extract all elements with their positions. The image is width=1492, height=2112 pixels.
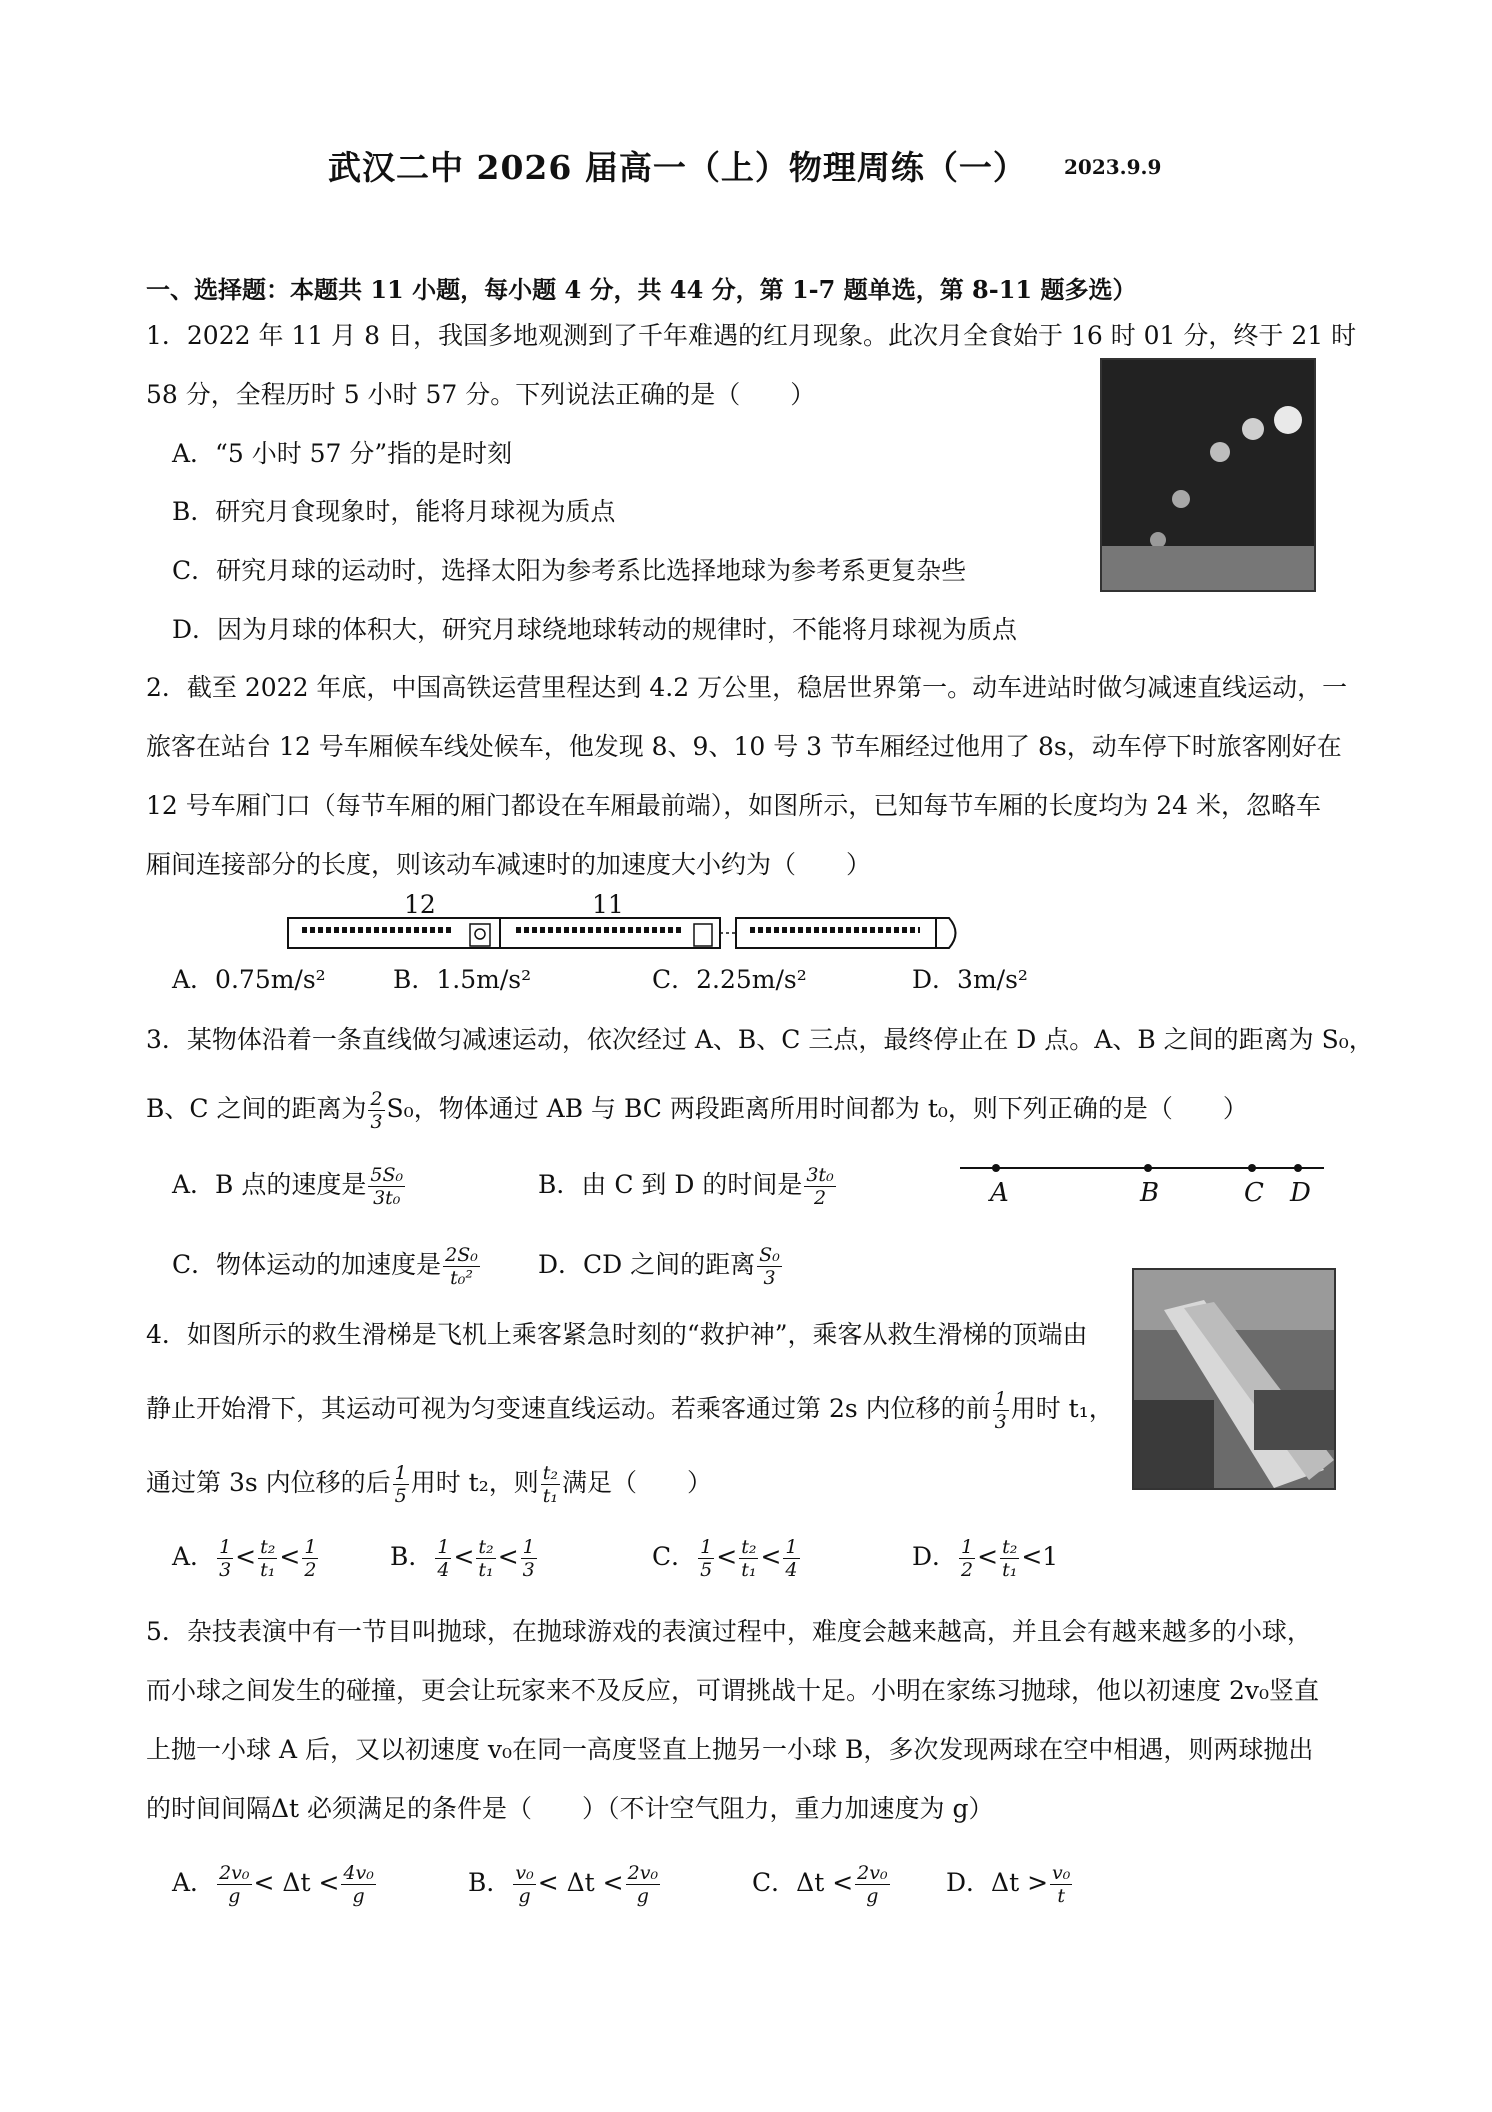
moon-icon xyxy=(1172,490,1190,508)
q4-option-d: D． $\frac{1}{2}$ < $\frac{\text{t₂}}{\text{t₁}}$ <1 xyxy=(912,1536,1059,1581)
point-a-label: A xyxy=(990,1178,1009,1208)
moon-icon xyxy=(1210,442,1230,462)
q1-line1: 1．2022 年 11 月 8 日，我国多地观测到了千年难遇的红月现象。此次月全食始于 16 时 01 分，终于 21 时 xyxy=(146,321,1357,350)
moon-icon xyxy=(1242,418,1264,440)
evacuation-slide-photo xyxy=(1132,1268,1336,1490)
q3-option-a: A．B 点的速度是 $\frac{\text{5S₀}}{\text{3t₀}}$ xyxy=(172,1164,404,1209)
q5-option-b: B． $\frac{\text{v₀}}{g}$ < Δt < $\frac{\text{2v₀}}{g}$ xyxy=(468,1862,659,1907)
q2-option-a: A．0.75m/s² xyxy=(172,965,326,994)
q5-line4: 的时间间隔Δt 必须满足的条件是（ ）（不计空气阻力，重力加速度为 g） xyxy=(146,1794,994,1823)
q5-line3: 上抛一小球 A 后，又以初速度 v₀在同一高度竖直上抛另一小球 B，多次发现两球在空中相遇，则两球抛出 xyxy=(146,1735,1314,1764)
q4-option-b: B． $\frac{1}{4}$ < $\frac{\text{t₂}}{\text{t₁}}$ < $\frac{1}{3}$ xyxy=(390,1536,535,1581)
q5-line1: 5．杂技表演中有一节目叫抛球，在抛球游戏的表演过程中，难度会越来越高，并且会有越来越多的小球， xyxy=(146,1617,1312,1646)
q3-line2-frac: $\frac{2}{3}$ xyxy=(370,1088,383,1133)
q5-option-d: D．Δt > $\frac{\text{v₀}}{t}$ xyxy=(946,1862,1071,1907)
q3-line2-pre: B、C 之间的距离为 xyxy=(146,1094,367,1123)
q2-line3: 12 号车厢门口（每节车厢的厢门都设在车厢最前端），如图所示，已知每节车厢的长度均为 24 米，忽略车 xyxy=(146,791,1321,820)
q4-option-c: C． $\frac{1}{5}$ < $\frac{\text{t₂}}{\text{t₁}}$ < $\frac{1}{4}$ xyxy=(652,1536,798,1581)
page-title: 武汉二中 2026 届高一（上）物理周练（一） xyxy=(328,148,1027,187)
q5-option-c: C．Δt < $\frac{\text{2v₀}}{g}$ xyxy=(752,1862,888,1907)
q5-option-a: A． $\frac{\text{2v₀}}{g}$ < Δt < $\frac{\text{4v₀}}{g}$ xyxy=(172,1862,374,1907)
horizon-clouds xyxy=(1102,546,1314,590)
q2-line4: 厢间连接部分的长度，则该动车减速时的加速度大小约为（ ） xyxy=(146,850,872,879)
q1-line2: 58 分，全程历时 5 小时 57 分。下列说法正确的是（ ） xyxy=(146,380,816,409)
q3-line2-post: S₀，物体通过 AB 与 BC 两段距离所用时间都为 t₀，则下列正确的是（ ） xyxy=(386,1094,1248,1123)
q4-option-a: A． $\frac{1}{3}$ < $\frac{\text{t₂}}{\text{t₁}}$ < $\frac{1}{2}$ xyxy=(172,1536,317,1581)
q5-line2: 而小球之间发生的碰撞，更会让玩家来不及反应，可谓挑战十足。小明在家练习抛球，他以初速度 2v₀竖直 xyxy=(146,1676,1320,1705)
point-d-label: D xyxy=(1290,1178,1311,1208)
point-c-label: C xyxy=(1244,1178,1264,1208)
q4-line3: 通过第 3s 内位移的后 $\frac{1}{5}$ 用时 t₂，则 $\frac{\text{t₂}}{\text{t₁}}$ 满足（ ） xyxy=(146,1462,713,1507)
q2-line2: 旅客在站台 12 号车厢候车线处候车，他发现 8、9、10 号 3 节车厢经过他用了 8s，动车停下时旅客刚好在 xyxy=(146,732,1342,761)
train-label-12: 12 xyxy=(404,890,436,919)
q1-option-c: C．研究月球的运动时，选择太阳为参考系比选择地球为参考系更复杂些 xyxy=(172,556,967,585)
point-b-label: B xyxy=(1140,1178,1160,1208)
q2-option-c: C．2.25m/s² xyxy=(652,965,807,994)
abcd-line-diagram xyxy=(958,1160,1328,1220)
q3-line1: 3．某物体沿着一条直线做匀减速运动，依次经过 A、B、C 三点，最终停止在 D 点。A、B 之间的距离为 S₀， xyxy=(146,1025,1374,1054)
moon-icon xyxy=(1274,406,1302,434)
train-diagram xyxy=(284,888,964,956)
q4-line2: 静止开始滑下，其运动可视为匀变速直线运动。若乘客通过第 2s 内位移的前 $\frac{1}{3}$ 用时 t₁， xyxy=(146,1388,1114,1433)
page-date: 2023.9.9 xyxy=(1064,155,1162,179)
q3-option-b: B．由 C 到 D 的时间是 $\frac{\text{3t₀}}{2}$ xyxy=(538,1164,834,1209)
q3-option-c: C．物体运动的加速度是 $\frac{\text{2S₀}}{\text{t₀²}}$ xyxy=(172,1244,478,1289)
q3-line2 xyxy=(146,1088,1248,1133)
q2-option-b: B．1.5m/s² xyxy=(393,965,532,994)
q3-option-d: D．CD 之间的距离 $\frac{\text{S₀}}{3}$ xyxy=(538,1244,780,1289)
train-body xyxy=(284,888,964,956)
q1-option-b: B．研究月食现象时，能将月球视为质点 xyxy=(172,497,616,526)
q4-line1: 4．如图所示的救生滑梯是飞机上乘客紧急时刻的“救护神”，乘客从救生滑梯的顶端由 xyxy=(146,1320,1088,1349)
lunar-eclipse-photo xyxy=(1100,358,1316,592)
q2-line1: 2．截至 2022 年底，中国高铁运营里程达到 4.2 万公里，稳居世界第一。动车进站时做匀减速直线运动，一 xyxy=(146,673,1348,702)
q1-option-d: D．因为月球的体积大，研究月球绕地球转动的规律时，不能将月球视为质点 xyxy=(172,615,1018,644)
q2-option-d: D．3m/s² xyxy=(912,965,1028,994)
q1-option-a: A．“5 小时 57 分”指的是时刻 xyxy=(172,439,513,468)
train-label-11: 11 xyxy=(592,890,624,919)
section-heading: 一、选择题：本题共 11 小题，每小题 4 分，共 44 分，第 1-7 题单选，第 8-11 题多选） xyxy=(146,275,1137,304)
